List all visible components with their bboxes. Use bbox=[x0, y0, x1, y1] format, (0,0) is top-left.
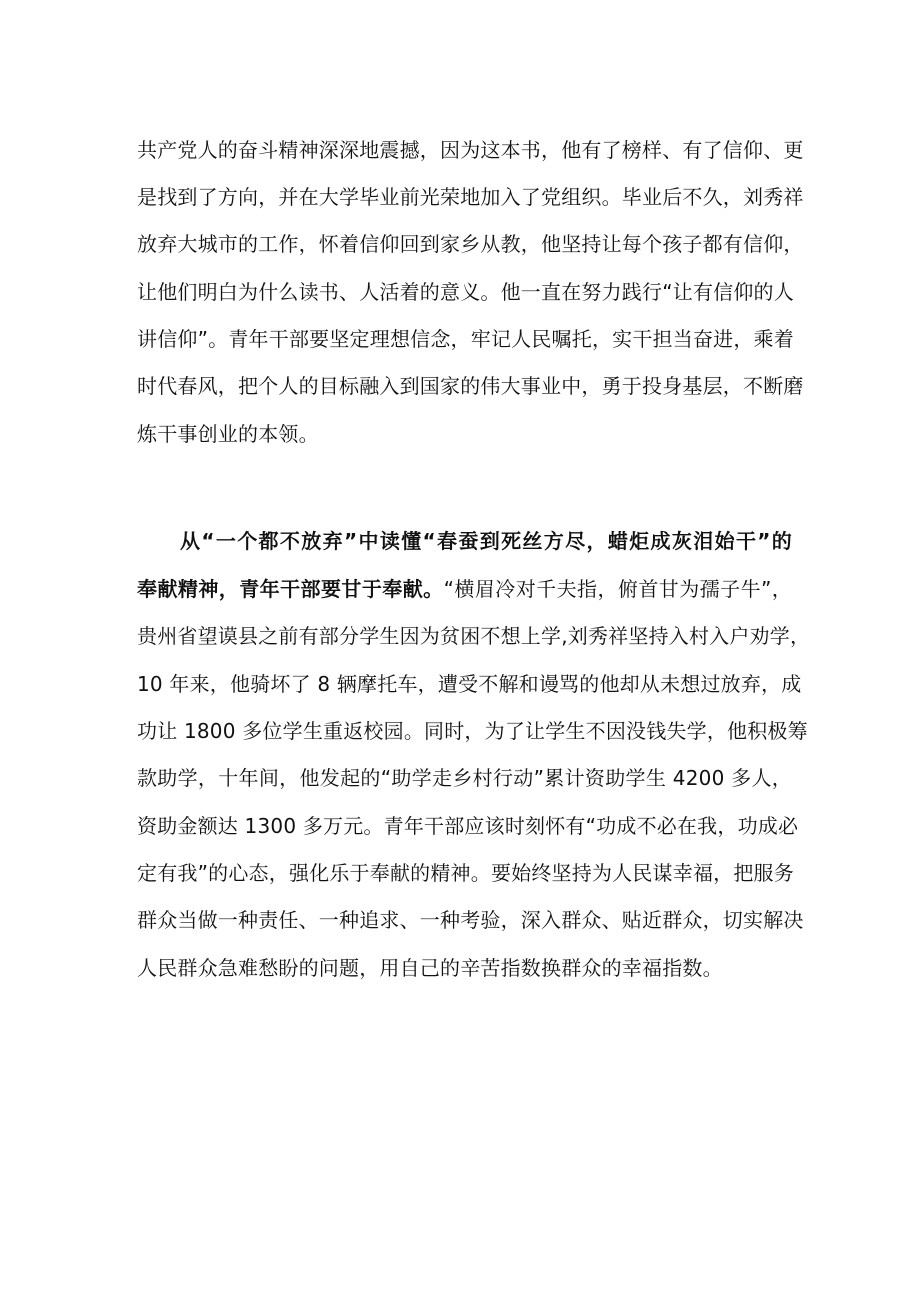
paragraph-2-line-10: 人民群众急难愁盼的问题，用自己的辛苦指数换群众的幸福指数。 bbox=[137, 956, 723, 980]
paragraph-2-line-3: 贵州省望谟县之前有部分学生因为贫困不想上学,刘秀祥坚持入村入户劝学， bbox=[137, 624, 811, 648]
paragraph-2-line-2 bbox=[137, 575, 792, 603]
paragraph-2-line-6: 款助学，十年间，他发起的“助学走乡村行动”累计资助学生 4200 多人， bbox=[137, 766, 792, 790]
paragraph-1-line-6: 时代春风，把个人的目标融入到国家的伟大事业中，勇于投身基层，不断磨 bbox=[137, 374, 804, 398]
paragraph-2-line-4: 10 年来，他骑坏了 8 辆摩托车，遭受不解和谩骂的他却从未想过放弃，成 bbox=[137, 672, 802, 696]
paragraph-1-line-7: 炼干事创业的本领。 bbox=[137, 422, 319, 446]
paragraph-2-quote: “横眉冷对千夫指，俯首甘为孺子牛”， bbox=[443, 577, 793, 601]
paragraph-2-heading-line-1: 从“一个都不放弃”中读懂“春蚕到死丝方尽，蜡炬成灰泪始干”的 bbox=[180, 529, 792, 553]
paragraph-2-line-7: 资助金额达 1300 多万元。青年干部应该时刻怀有“功成不必在我，功成必 bbox=[137, 814, 799, 838]
paragraph-1-line-4: 让他们明白为什么读书、人活着的意义。他一直在努力践行“让有信仰的人 bbox=[137, 280, 794, 304]
paragraph-1-line-3: 放弃大城市的工作，怀着信仰回到家乡从教，他坚持让每个孩子都有信仰， bbox=[137, 232, 804, 256]
paragraph-1-line-1: 共产党人的奋斗精神深深地震撼，因为这本书，他有了榜样、有了信仰、更 bbox=[137, 138, 804, 162]
paragraph-1-line-2: 是找到了方向，并在大学毕业前光荣地加入了党组织。毕业后不久，刘秀祥 bbox=[137, 185, 804, 209]
paragraph-2-line-8: 定有我”的心态，强化乐于奉献的精神。要始终坚持为人民谋幸福，把服务 bbox=[137, 861, 794, 885]
paragraph-1-line-5: 讲信仰”。青年干部要坚定理想信念，牢记人民嘱托，实干担当奋进，乘着 bbox=[137, 327, 794, 351]
paragraph-2-line-9: 群众当做一种责任、一种追求、一种考验，深入群众、贴近群众，切实解决 bbox=[137, 908, 804, 932]
paragraph-2-heading-line-2: 奉献精神，青年干部要甘于奉献。 bbox=[137, 577, 444, 601]
paragraph-2-line-5: 功让 1800 多位学生重返校园。同时，为了让学生不因没钱失学，他积极筹 bbox=[137, 719, 808, 743]
